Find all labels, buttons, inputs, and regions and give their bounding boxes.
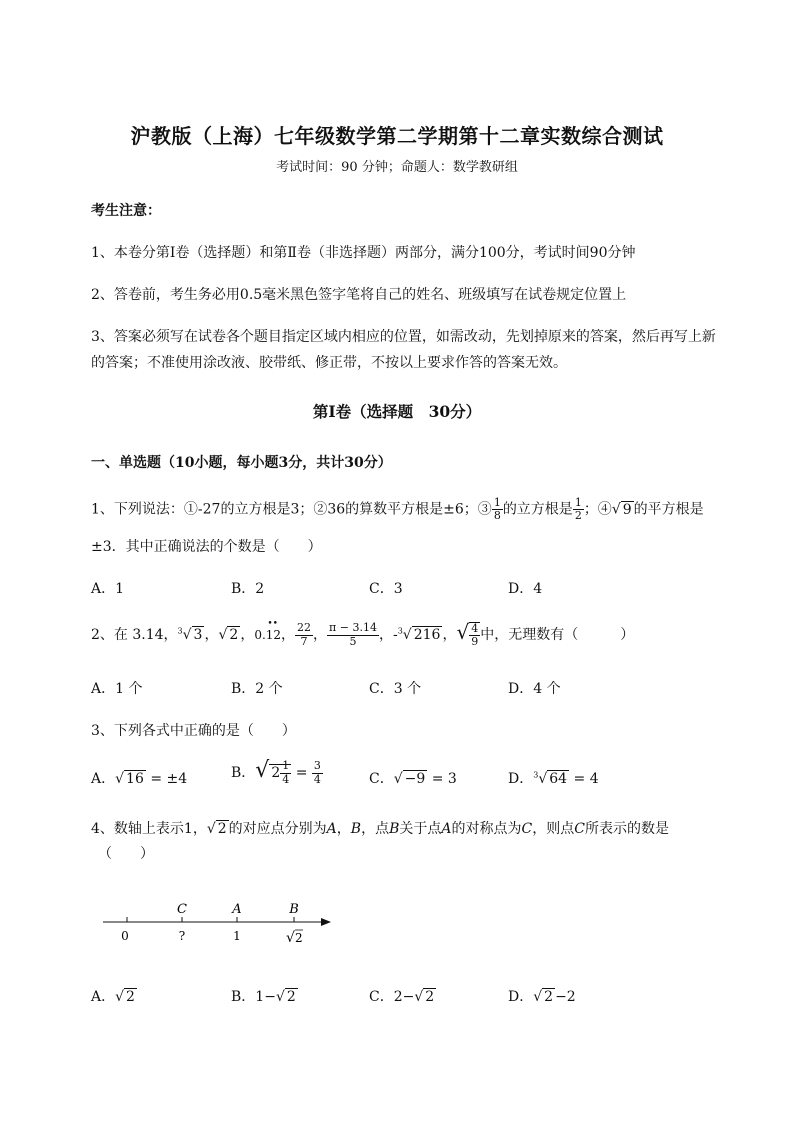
comma: ， bbox=[204, 627, 219, 643]
tick-label-0: 0 bbox=[121, 929, 129, 943]
question-1-line-2: ±3．其中正确说法的个数是（ ） bbox=[91, 539, 322, 555]
q2-option-d: D．4 个 bbox=[508, 681, 561, 697]
cube-root-index: 3 bbox=[397, 626, 403, 636]
q2-fraction-2-num: π − 3.14 bbox=[329, 621, 377, 635]
sqrt-symbol: √ bbox=[402, 627, 412, 643]
q4-option-a-label: A． bbox=[91, 989, 116, 1005]
q3-option-b-int: 2 bbox=[271, 765, 281, 781]
q1-fraction-2 bbox=[573, 497, 584, 522]
q2-text-a: 2、在 3.14， bbox=[91, 627, 178, 643]
q2-fraction-1-num: 22 bbox=[297, 621, 312, 635]
question-1-line-1 bbox=[91, 497, 704, 522]
sqrt-symbol: √ bbox=[255, 758, 270, 783]
q4-option-a bbox=[91, 986, 137, 1006]
tick-label-question: ? bbox=[178, 929, 186, 943]
q1-option-c: C．3 bbox=[369, 581, 403, 597]
comma: ， bbox=[240, 627, 255, 643]
repeat-dots: •• bbox=[267, 619, 278, 629]
tick-label-sqrt2: 2 bbox=[295, 931, 303, 945]
q3-option-b bbox=[231, 758, 323, 786]
q2-fraction-2 bbox=[327, 622, 379, 647]
notice-item-3-cont: 的答案；不准使用涂改液、胶带纸、修正带，不按以上要求作答的答案无效。 bbox=[91, 355, 567, 371]
sqrt-symbol: √ bbox=[414, 989, 424, 1005]
point-label-a: A bbox=[232, 902, 242, 917]
q3-option-a-tail: = ±4 bbox=[145, 771, 188, 787]
q4-text-b: 的对应点分别为 bbox=[228, 821, 327, 837]
q3-option-c-radicand: −9 bbox=[404, 771, 426, 787]
q3-option-b-fraction-num: 1 bbox=[282, 759, 290, 773]
cube-root-index: 3 bbox=[177, 626, 183, 636]
q3-option-c-tail: = 3 bbox=[427, 771, 457, 787]
q2-radicand-1: 3 bbox=[193, 627, 203, 643]
q4-option-c-radicand: 2 bbox=[425, 989, 435, 1005]
q3-option-d-radicand: 64 bbox=[549, 771, 568, 787]
q4-option-c bbox=[369, 986, 436, 1006]
q4-option-d bbox=[508, 986, 576, 1006]
notice-heading: 考生注意： bbox=[91, 203, 161, 219]
q4-radicand: 2 bbox=[217, 821, 227, 837]
q4-text-a: 4、数轴上表示1， bbox=[91, 821, 207, 837]
number-line bbox=[95, 895, 345, 955]
q2-fraction-2-den: 5 bbox=[349, 634, 357, 648]
question-4-line-2: （ ） bbox=[98, 846, 154, 862]
notice-item-3: 3、答案必须写在试卷各个题目指定区域内相应的位置，如需改动，先划掉原来的答案，然后再写上新 bbox=[91, 329, 716, 345]
q2-fraction-3-den: 9 bbox=[471, 635, 479, 648]
q4-option-a-radicand: 2 bbox=[126, 989, 135, 1005]
q3-option-c bbox=[369, 768, 457, 788]
q3-option-b-label: B． bbox=[231, 765, 256, 781]
q3-option-a bbox=[91, 768, 187, 788]
part-title: 一、单选题（10小题，每小题3分，共计30分） bbox=[91, 455, 392, 471]
sqrt-symbol: √ bbox=[456, 620, 470, 644]
axis-arrow-icon bbox=[321, 918, 331, 926]
q3-option-b-result bbox=[312, 760, 323, 785]
q2-option-a: A．1 个 bbox=[91, 681, 143, 697]
q3-option-d bbox=[508, 768, 599, 788]
q4-option-b bbox=[231, 986, 298, 1006]
q4-option-b-radicand: 2 bbox=[286, 989, 296, 1005]
q1-option-d: D．4 bbox=[508, 581, 543, 597]
q3-option-a-label: A． bbox=[91, 771, 116, 787]
question-2-line bbox=[91, 620, 634, 648]
q3-option-b-result-num: 3 bbox=[313, 759, 321, 773]
q3-option-b-result-den: 4 bbox=[313, 772, 321, 786]
comma: ，- bbox=[378, 627, 398, 643]
q1-text-a: 1、下列说法：①-27的立方根是3；②36的算数平方根是±6；③ bbox=[91, 501, 492, 518]
q1-radicand: 9 bbox=[622, 501, 632, 518]
q1-option-b: B．2 bbox=[231, 581, 265, 597]
tick-label-1: 1 bbox=[233, 929, 241, 943]
q1-fraction-2-den: 2 bbox=[574, 509, 582, 523]
sqrt-symbol: √ bbox=[218, 627, 228, 643]
q2-fraction-1-den: 7 bbox=[300, 634, 308, 648]
q4-option-b-label: B．1− bbox=[231, 989, 276, 1005]
q4-option-d-tail: −2 bbox=[555, 989, 576, 1005]
q2-option-c: C．3 个 bbox=[369, 681, 422, 697]
q2-radicand-2: 2 bbox=[229, 627, 239, 643]
sqrt-symbol: √ bbox=[538, 771, 548, 787]
q1-fraction-1 bbox=[492, 497, 503, 522]
comma: ， bbox=[313, 627, 328, 643]
q1-text-b: 的立方根是 bbox=[502, 501, 573, 518]
point-label-c: C bbox=[177, 902, 187, 917]
sqrt-symbol: √ bbox=[115, 771, 125, 787]
q2-radicand-3: 216 bbox=[413, 627, 441, 643]
cube-root-index: 3 bbox=[533, 770, 539, 780]
comma: ， bbox=[442, 627, 457, 643]
sqrt-symbol: √ bbox=[533, 989, 543, 1005]
q3-option-b-fraction bbox=[280, 760, 291, 785]
q3-option-d-tail: = 4 bbox=[569, 771, 599, 787]
sqrt-symbol: √ bbox=[275, 989, 285, 1005]
q3-option-d-label: D． bbox=[508, 771, 534, 787]
q1-fraction-2-num: 1 bbox=[574, 496, 582, 509]
q4-option-d-radicand: 2 bbox=[544, 989, 554, 1005]
comma: ， bbox=[281, 627, 296, 643]
sqrt-symbol: √ bbox=[393, 771, 403, 787]
q2-repeating-decimal bbox=[254, 619, 282, 642]
exam-title: 沪教版（上海）七年级数学第二学期第十二章实数综合测试 bbox=[130, 124, 664, 148]
sqrt-symbol: √ bbox=[115, 989, 125, 1005]
sqrt-symbol: √ bbox=[182, 627, 192, 643]
q4-option-c-label: C．2− bbox=[369, 989, 415, 1005]
q4-option-d-label: D． bbox=[508, 989, 534, 1005]
sqrt-symbol: √ bbox=[206, 821, 216, 837]
q3-option-a-radicand: 16 bbox=[126, 771, 144, 787]
q2-option-b: B．2 个 bbox=[231, 681, 283, 697]
sqrt-symbol: √ bbox=[611, 501, 621, 518]
q2-fraction-1 bbox=[295, 622, 313, 647]
q3-option-c-label: C． bbox=[369, 771, 394, 787]
q2-fraction-3-num: 4 bbox=[471, 621, 479, 635]
q2-repeating-decimal-value: 0.12 bbox=[254, 628, 282, 642]
q3-option-b-radicand bbox=[269, 759, 291, 786]
question-3-stem: 3、下列各式中正确的是（ ） bbox=[91, 723, 296, 739]
sqrt-symbol: √ bbox=[286, 930, 295, 946]
q3-option-b-fraction-den: 4 bbox=[282, 772, 290, 786]
q1-text-c: ；④ bbox=[583, 501, 612, 518]
notice-item-1: 1、本卷分第Ⅰ卷（选择题）和第Ⅱ卷（非选择题）两部分，满分100分，考试时间90分钟 bbox=[91, 245, 636, 261]
q4-text-rest: A，B，点B关于点A的对称点为C，则点C所表示的数是 bbox=[326, 821, 669, 837]
q1-fraction-1-num: 1 bbox=[493, 496, 501, 509]
point-label-b: B bbox=[289, 902, 299, 917]
q2-fraction-3 bbox=[469, 622, 480, 648]
q1-option-a: A．1 bbox=[91, 581, 125, 597]
q2-text-b: 中，无理数有（ ） bbox=[480, 627, 635, 643]
exam-subtitle: 考试时间：90 分钟；命题人：数学教研组 bbox=[276, 160, 518, 175]
equals-sign: = bbox=[291, 765, 312, 781]
notice-item-2: 2、答卷前，考生务必用0.5毫米黑色签字笔将自己的姓名、班级填写在试卷规定位置上 bbox=[91, 287, 627, 303]
question-4-line-1 bbox=[91, 818, 669, 838]
q1-fraction-1-den: 8 bbox=[493, 509, 501, 523]
q1-text-d: 的平方根是 bbox=[633, 501, 704, 518]
section-title: 第Ⅰ卷（选择题 30分） bbox=[312, 402, 482, 421]
